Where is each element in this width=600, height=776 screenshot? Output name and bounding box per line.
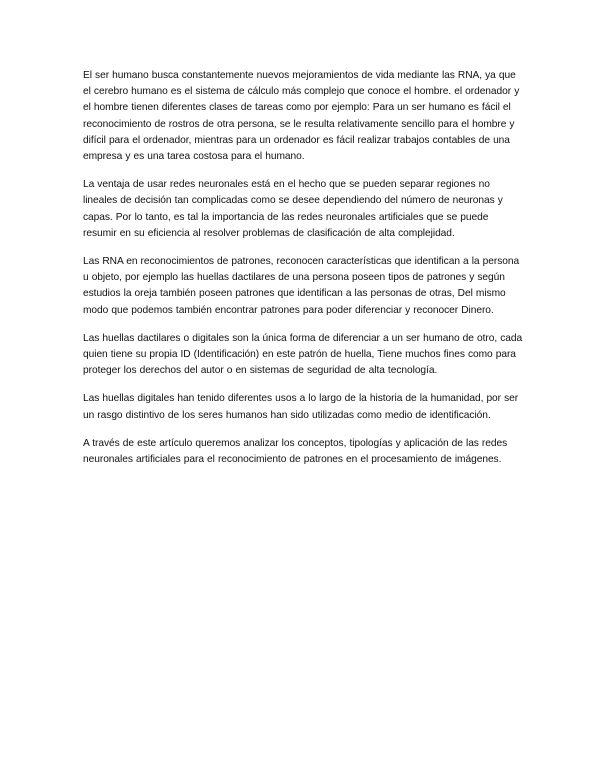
document-body xyxy=(83,68,523,480)
paragraph-3: Las RNA en reconocimientos de patrones, reconocen características que identifican a la persona u objeto, por ejemplo las huellas dactilares de una persona poseen tipos de patrones y según estudios la oreja también poseen patrones que identifican a las personas de otras, Del mismo modo que podemos también encontrar patrones para poder diferenciar y reconocer Dinero. xyxy=(83,256,520,316)
paragraph-5: Las huellas digitales han tenido diferentes usos a lo largo de la historia de la humanidad, por ser un rasgo distintivo de los seres humanos han sido utilizadas como medio de identificación. xyxy=(83,393,519,421)
paragraph-1: El ser humano busca constantemente nuevos mejoramientos de vida mediante las RNA, ya que el cerebro humano es el sistema de cálculo más complejo que conoce el hombre. el ordenador y el hombre tienen diferentes clases de tareas como por ejemplo: Para un ser humano es fácil el reconocimiento de rostros de otra persona, se le resulta relativamente sencillo para el hombre y difícil para el ordenador, mientras para un ordenador es fácil realizar trabajos contables de una empresa y es una tarea costosa para el humano. xyxy=(83,70,520,163)
paragraph-2: La ventaja de usar redes neuronales está en el hecho que se pueden separar regiones no lineales de decisión tan complicadas como se desee dependiendo del número de neuronas y capas. Por lo tanto, es tal la importancia de las redes neuronales artificiales que se puede resumir en su eficiencia al resolver problemas de clasificación de alta complejidad. xyxy=(83,179,503,239)
paragraph-4: Las huellas dactilares o digitales son la única forma de diferenciar a un ser humano de otro, cada quien tiene su propia ID (Identificación) en este patrón de huella, Tiene muchos fines como para proteger los derechos del autor o en sistemas de seguridad de alta tecnología. xyxy=(83,332,523,377)
paragraph-6: A través de este artículo queremos analizar los conceptos, tipologías y aplicación de las redes neuronales artificiales para el reconocimiento de patrones en el procesamiento de imágenes. xyxy=(83,437,508,466)
